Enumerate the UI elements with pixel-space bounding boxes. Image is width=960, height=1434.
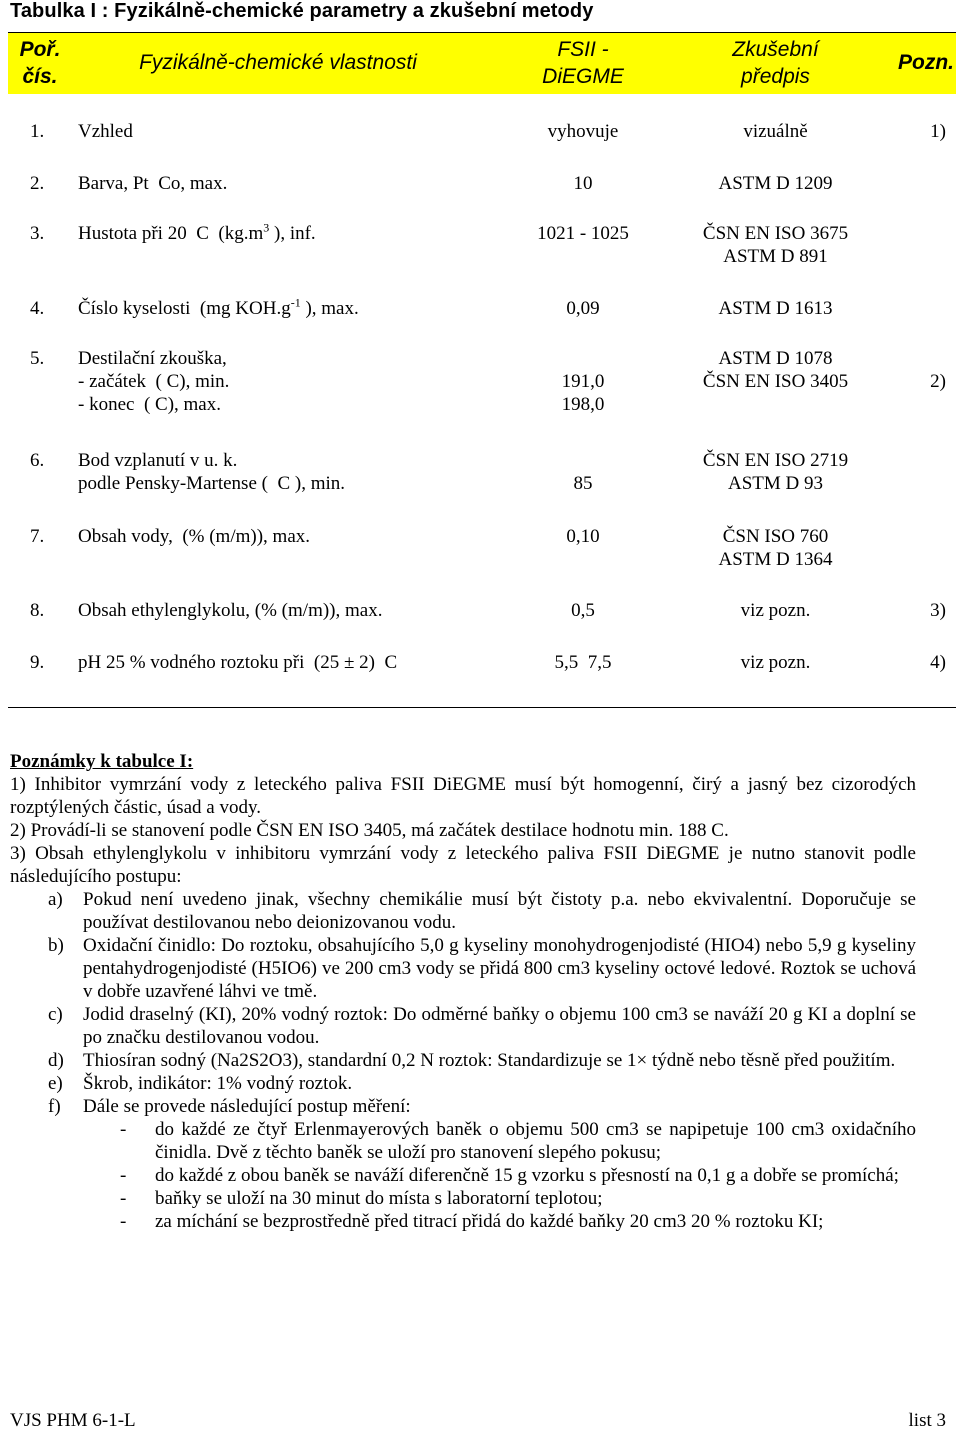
step-bullet: -: [120, 1211, 127, 1232]
note-1: 1) Inhibitor vymrzání vody z leteckého paliva FSII DiEGME musí být homogenní, čirý a jasný bez cizorodých rozptýlených částic, úsad a vody.: [10, 774, 916, 818]
step-bullet: -: [120, 1165, 127, 1186]
row-test-method: ASTM D 1613: [718, 298, 833, 319]
header-property: Fyzikálně-chemické vlastnosti: [139, 51, 417, 74]
row-property: Bod vzplanutí v u. k. podle Pensky-Martense ( C ), min.: [78, 450, 346, 494]
footer-document-id: VJS PHM 6-1-L: [10, 1410, 136, 1431]
notes-section: [10, 750, 916, 1233]
footer-page-number: list 3: [908, 1410, 946, 1431]
procedure-item: [10, 1072, 916, 1095]
procedure-step: [10, 1118, 916, 1164]
row-fsii-value: 0,10: [566, 526, 600, 547]
row-property: pH 25 % vodného roztoku při (25 ± 2) C: [78, 652, 398, 673]
row-number: 5.: [30, 348, 45, 369]
item-label: a): [48, 889, 63, 910]
row-fsii-value: 0,5: [571, 600, 595, 621]
header-test: Zkušební předpis: [732, 38, 819, 88]
procedure-items: [10, 888, 916, 1118]
row-test-method: viz pozn.: [740, 652, 811, 673]
item-label: b): [48, 935, 64, 956]
row-number: 6.: [30, 450, 45, 471]
property-exponent: -1: [290, 295, 301, 310]
step-text: do každé z obou baněk se naváží diferenčně 15 g vzorku s přesností na 0,1 g a dobře se promíchá;: [155, 1165, 899, 1186]
row-fsii-value: 1021 - 1025: [537, 223, 629, 244]
item-text: Thiosíran sodný (Na2S2O3), standardní 0,2 N roztok: Standardizuje se 1× týdně nebo těsně před použitím.: [83, 1050, 896, 1071]
row-fsii-value: 10: [573, 173, 593, 194]
table-bottom-rule: [8, 707, 956, 708]
note-3: 3) Obsah ethylenglykolu v inhibitoru vymrzání vody z leteckého paliva FSII DiEGME je nutno stanovit podle následujícího postupu:: [10, 843, 916, 887]
property-exponent: 3: [263, 220, 270, 235]
row-test-method: ČSN EN ISO 2719 ASTM D 93: [702, 450, 849, 494]
row-number: 2.: [30, 173, 45, 194]
row-note: 4): [930, 652, 946, 673]
item-text: Škrob, indikátor: 1% vodný roztok.: [83, 1073, 353, 1094]
header-note: Pozn.: [898, 51, 954, 74]
row-number: 1.: [30, 121, 45, 142]
procedure-steps: [10, 1118, 916, 1233]
row-property: Obsah ethylenglykolu, (% (m/m)), max.: [78, 600, 383, 621]
row-property: Vzhled: [78, 121, 133, 142]
row-note: 1): [930, 121, 946, 142]
step-text: za míchání se bezprostředně před titrací přidá do každé baňky 20 cm3 20 % roztoku KI;: [155, 1211, 824, 1232]
procedure-item: [10, 1049, 916, 1072]
item-text: Jodid draselný (KI), 20% vodný roztok: Do odměrné baňky o objemu 100 cm3 se naváží 20 g KI a doplní se po značku destilovanou vodou.: [83, 1004, 916, 1048]
note-2: 2) Provádí-li se stanovení podle ČSN EN ISO 3405, má začátek destilace hodnotu min. 188 C.: [10, 820, 729, 841]
row-property: Barva, Pt Co, max.: [78, 173, 228, 194]
notes-heading: Poznámky k tabulce I:: [10, 751, 194, 772]
row-property: Obsah vody, (% (m/m)), max.: [78, 526, 310, 547]
procedure-item: [10, 934, 916, 1003]
procedure-step: [10, 1164, 916, 1187]
row-fsii-value: 85: [573, 473, 593, 494]
table-top-rule: [8, 32, 956, 33]
row-test-method: ČSN ISO 760 ASTM D 1364: [718, 526, 833, 570]
item-text: Pokud není uvedeno jinak, všechny chemikálie musí být čistoty p.a. nebo ekvivalentní. Doporučuje se používat destilovanou nebo deionizovanou vodu.: [83, 889, 916, 933]
row-test-method: ASTM D 1209: [718, 173, 833, 194]
row-test-method: ČSN EN ISO 3675 ASTM D 891: [702, 223, 849, 267]
item-label: f): [48, 1096, 61, 1117]
row-property: Číslo kyselosti (mg $KOH.g^{-1}$ ), max.: [78, 295, 359, 319]
row-number: 9.: [30, 652, 45, 673]
row-note: 2): [930, 371, 946, 392]
row-test-method: ASTM D 1078 ČSN EN ISO 3405: [702, 348, 849, 392]
row-note: 3): [930, 600, 946, 621]
row-fsii-value: 5,5 7,5: [554, 652, 612, 673]
page-title: Tabulka I : Fyzikálně-chemické parametry a zkušební metody: [10, 0, 594, 22]
item-label: c): [48, 1004, 63, 1025]
step-text: baňky se uloží na 30 minut do místa s laboratorní teplotou;: [155, 1188, 603, 1209]
step-bullet: -: [120, 1188, 127, 1209]
row-number: 7.: [30, 526, 45, 547]
item-label: e): [48, 1073, 63, 1094]
procedure-item: [10, 1095, 916, 1118]
row-fsii-value: 191,0 198,0: [561, 371, 605, 415]
procedure-step: [10, 1210, 916, 1233]
row-number: 8.: [30, 600, 45, 621]
step-text: do každé ze čtyř Erlenmayerových baněk o objemu 500 cm3 se napipetuje 100 cm3 oxidačního činidla. Dvě z těchto baněk se uloží pro stanovení slepého pokusu;: [155, 1119, 916, 1163]
step-bullet: -: [120, 1119, 127, 1140]
header-num: Poř. čís.: [19, 38, 61, 88]
procedure-step: [10, 1187, 916, 1210]
parameters-table: [8, 27, 956, 709]
header-fsii: FSII - DiEGME: [542, 38, 624, 88]
row-fsii-value: vyhovuje: [547, 121, 619, 142]
row-property: Hustota při 20 C ($kg.m^3$ ), inf.: [78, 220, 316, 244]
procedure-item: [10, 888, 916, 934]
item-text: Dále se provede následující postup měření:: [83, 1096, 411, 1117]
row-fsii-value: 0,09: [566, 298, 600, 319]
row-number: 3.: [30, 223, 45, 244]
row-test-method: viz pozn.: [740, 600, 811, 621]
row-property: Destilační zkouška, - začátek ( C), min. - konec ( C), max.: [78, 348, 230, 415]
procedure-item: [10, 1003, 916, 1049]
item-text: Oxidační činidlo: Do roztoku, obsahujícího 5,0 g kyseliny monohydrogenjodisté (HIO4) nebo 5,9 g kyseliny pentahydrogenjodisté (H5IO6) ve 200 cm3 vody se přidá 800 cm3 kyseliny octové ledové. Roztok se uchová v dobře uzavřené láhvi ve tmě.: [83, 935, 916, 1002]
item-label: d): [48, 1050, 64, 1071]
row-number: 4.: [30, 298, 45, 319]
row-test-method: vizuálně: [743, 121, 808, 142]
